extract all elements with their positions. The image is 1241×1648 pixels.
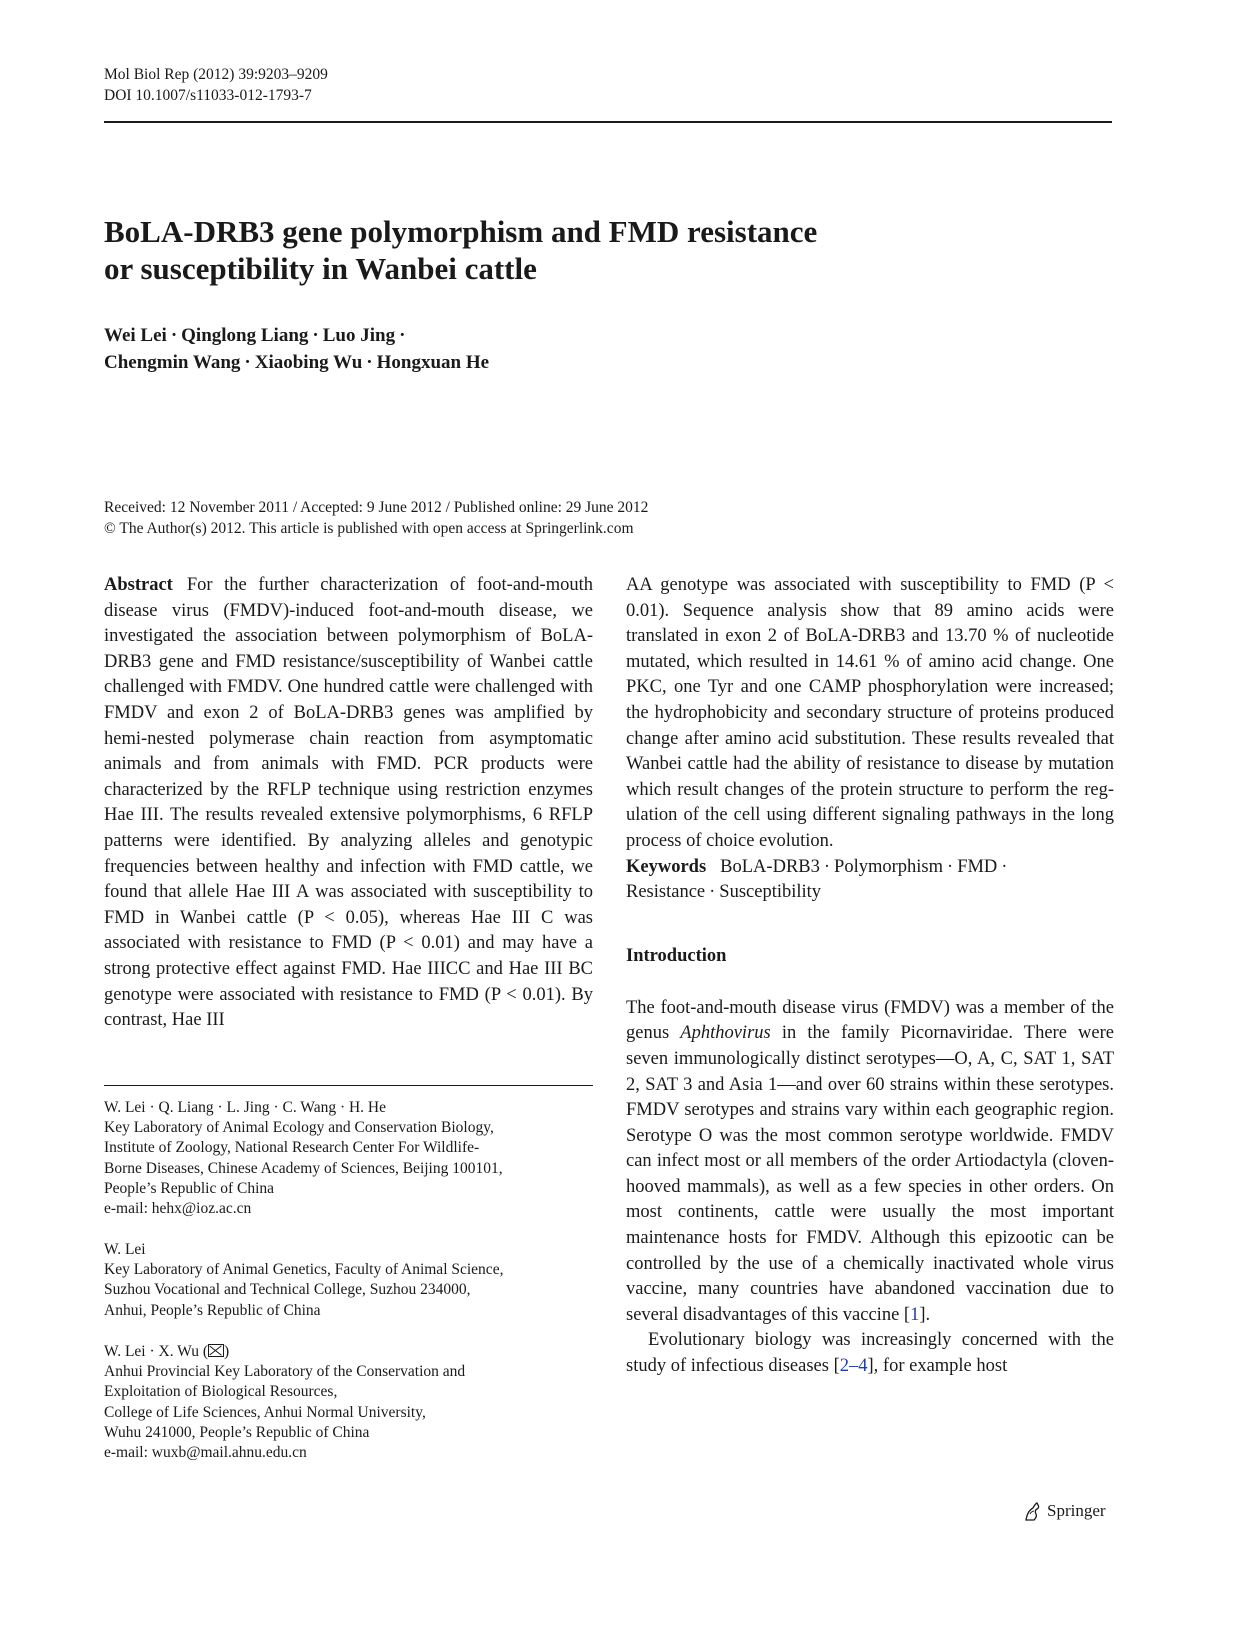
introduction-heading: Introduction [626, 945, 727, 966]
journal-header [104, 64, 328, 106]
author: Luo Jing [322, 325, 396, 346]
affiliation-block-1 [104, 1098, 593, 1219]
right-column [626, 573, 1114, 1380]
author: Xiaobing Wu [254, 352, 363, 373]
abstract-text-right: AA genotype was associated with susceptibility to FMD (P < 0.01). Sequence analysis show that 89 amino acids were translated in exon 2 of BoLA-DRB3 and 13.70 % of nucleotide mutated, which resulted in 14.61 % of amino acid change. One PKC, one Tyr and one CAMP phosphorylation were increased; the hydrophobicity and secondary structure of proteins produced change after amino acid substitution. These results revealed that Wanbei cattle had the ability of resistance to disease by mutation which result changes of the protein structure to perform the regulation of the cell using different signaling pathways in the long process of choice evolution. [626, 575, 1114, 851]
envelope-icon [208, 1344, 224, 1357]
keywords-label: Keywords [626, 856, 707, 877]
author: Hongxuan He [376, 352, 490, 373]
citation-link[interactable]: 1 [910, 1304, 920, 1325]
affiliation-line: Key Laboratory of Animal Genetics, Faculty of Animal Science, [104, 1261, 504, 1279]
publisher-name: Springer [1047, 1501, 1106, 1520]
received-accepted-published: Received: 12 November 2011 / Accepted: 9 June 2012 / Published online: 29 June 2012 [104, 499, 649, 516]
affiliation-line: Institute of Zoology, National Research Center For Wildlife- [104, 1139, 480, 1157]
introduction-paragraph-2 [626, 1328, 1114, 1379]
author: Wei Lei [104, 325, 167, 346]
title-line-2: or susceptibility in Wanbei cattle [104, 251, 537, 286]
intro-text: Evolutionary biology was increasingly concerned with the study of infectious diseases [ [626, 1330, 1114, 1377]
journal-doi: DOI 10.1007/s11033-012-1793-7 [104, 87, 312, 104]
affiliation-block-3 [104, 1342, 593, 1463]
affiliation-names-close: ) [223, 1343, 230, 1360]
affiliation-line: Anhui Provincial Key Laboratory of the Conservation and [104, 1363, 466, 1381]
author: Chengmin Wang [104, 352, 241, 373]
title-line-1: BoLA-DRB3 gene polymorphism and FMD resistance [104, 214, 818, 249]
keyword: Susceptibility [719, 882, 822, 903]
affiliation-email[interactable]: e-mail: wuxb@mail.ahnu.edu.cn [104, 1444, 307, 1462]
header-rule [104, 121, 1112, 123]
keyword: BoLA-DRB3 [720, 856, 820, 877]
affiliation-line: Anhui, People’s Republic of China [104, 1301, 321, 1319]
keywords: Keywords BoLA-DRB3 · Polymorphism · FMD · Resistance · Susceptibility [626, 856, 1008, 903]
affiliation-divider [104, 1085, 593, 1086]
keyword: Polymorphism [834, 856, 944, 877]
affiliation-names: W. Lei [104, 1241, 146, 1258]
article-title [104, 213, 984, 287]
affiliation-email[interactable]: e-mail: hehx@ioz.ac.cn [104, 1200, 252, 1218]
keyword: Resistance [626, 882, 706, 903]
affiliation-line: Key Laboratory of Animal Ecology and Conservation Biology, [104, 1119, 494, 1137]
publication-dates [104, 497, 648, 539]
affiliation-line: Suzhou Vocational and Technical College, Suzhou 234000, [104, 1281, 471, 1299]
author-list: Wei Lei · Qinglong Liang · Luo Jing · Chengmin Wang · Xiaobing Wu · Hongxuan He [104, 325, 490, 373]
abstract-paragraph [104, 573, 593, 1034]
affiliation-line: People’s Republic of China [104, 1179, 275, 1197]
copyright-notice: © The Author(s) 2012. This article is published with open access at Springerlink.com [104, 520, 634, 537]
affiliation-line: Borne Diseases, Chinese Academy of Sciences, Beijing 100101, [104, 1159, 503, 1177]
intro-text: ], for example host [867, 1356, 1008, 1377]
springer-horse-icon [1021, 1500, 1043, 1522]
abstract-label: Abstract [104, 575, 173, 595]
abstract-text-left: For the further characterization of foot-and-mouth disease virus (FMDV)-induced foot-and-mouth disease, we investigated the association between polymorphism of BoLA-DRB3 gene and FMD resistance/susceptibility of Wanbei cattle challenged with FMDV. One hundred cattle were challenged with FMDV and exon 2 of BoLA-DRB3 genes was amplified by hemi-nested polymerase chain reaction from asymptomatic animals and from animals with FMD. PCR products were characterized by the RFLP technique using restriction enzymes Hae III. The results revealed extensive polymorphisms, 6 RFLP patterns were identified. By analyzing alleles and genotypic frequencies between healthy and infection with FMD cattle, we found that allele Hae III A was associated with susceptibility to FMD in Wanbei cattle (P < 0.05), whereas Hae III C was associated with resistance to FMD (P < 0.01) and may have a strong protective effect against FMD. Hae IIICC and Hae III BC genotype were associated with resistance to FMD (P < 0.01). By contrast, Hae III [104, 575, 593, 1031]
affiliation-names: W. Lei · Q. Liang · L. Jing · C. Wang · H. He [104, 1099, 387, 1116]
keyword: FMD [957, 856, 998, 877]
genus-name: Aphthovirus [680, 1023, 771, 1044]
intro-text: ]. [919, 1304, 931, 1325]
introduction-paragraph-1 [626, 996, 1114, 1329]
affiliation-line: Wuhu 241000, People’s Republic of China [104, 1423, 370, 1441]
affiliation-line: Exploitation of Biological Resources, [104, 1383, 338, 1401]
left-column [104, 573, 593, 1034]
intro-text: in the family Picornaviridae. There were seven immunologically distinct serotypes—O, A, C, SAT 1, SAT 2, SAT 3 and Asia 1—and over 60 strains within these serotypes. FMDV serotypes and strains vary within each geographic region. Serotype O was the most common serotype worldwide. FMDV can infect most or all members of the order Artiodactyla (cloven-hooved mammals), as well as a few species in other orders. On most continents, cattle were usually the most important maintenance hosts for FMDV. Although this epizootic can be controlled by the use of a chemically inactivated whole virus vaccine, many countries have abandoned vaccination due to several disadvantages of this vaccine [ [626, 1023, 1114, 1325]
affiliation-names-text: W. Lei · X. Wu ( [104, 1343, 208, 1360]
intro-text: The foot-and-mouth disease virus (FMDV) was a member of the genus [626, 997, 1114, 1044]
affiliation-names [104, 1342, 593, 1362]
citation-link[interactable]: 2–4 [839, 1356, 868, 1377]
affiliation-block-2 [104, 1240, 593, 1321]
author: Qinglong Liang [181, 325, 309, 346]
affiliation-line: College of Life Sciences, Anhui Normal University, [104, 1403, 426, 1421]
publisher-logo [1021, 1500, 1106, 1522]
journal-citation: Mol Biol Rep (2012) 39:9203–9209 [104, 66, 328, 83]
